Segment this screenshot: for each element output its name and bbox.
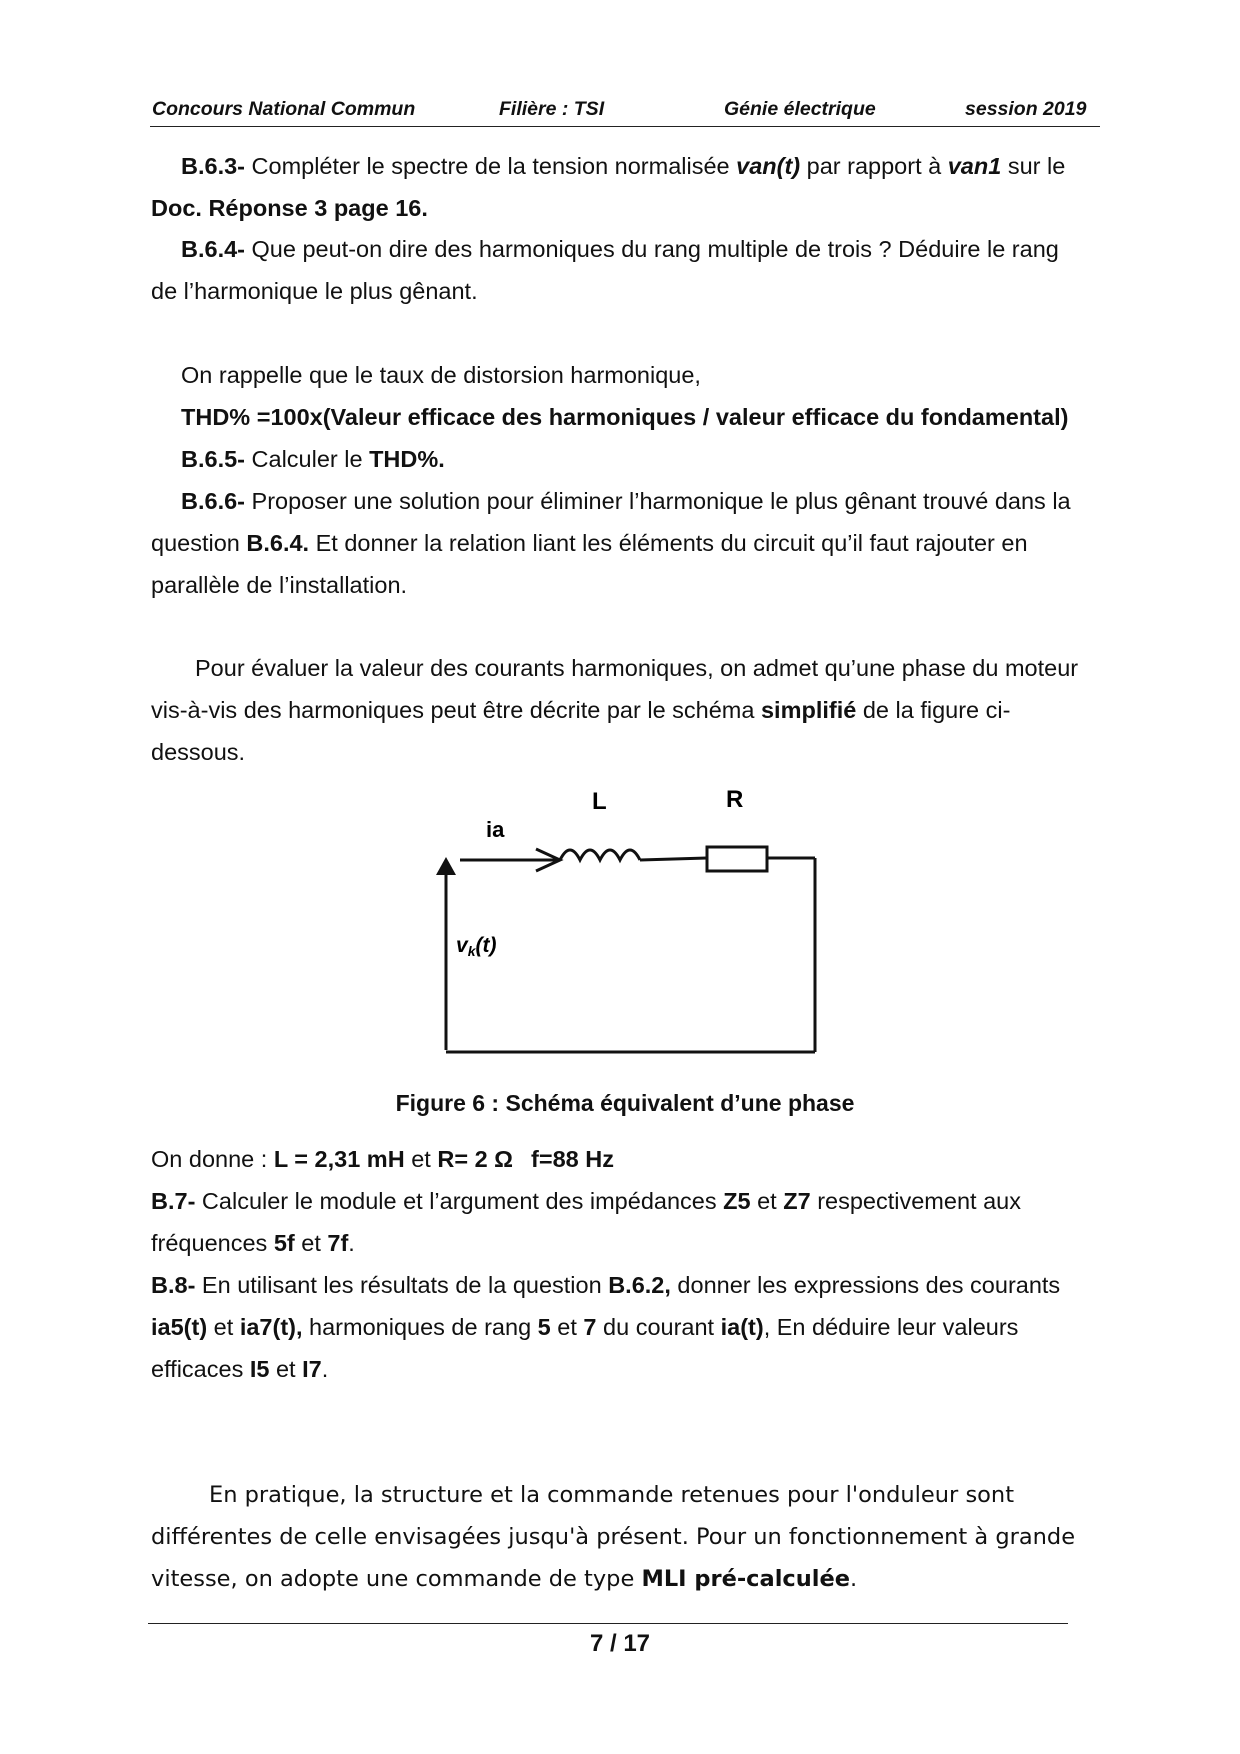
footer-divider [148,1623,1068,1624]
question-label: B.6.5- [181,446,245,472]
question-b66: B.6.6- Proposer une solution pour éliminer l’harmonique le plus gênant trouvé dans la question B.6.4. Et donner la relation liant les éléments du circuit qu’il faut rajouter en parallèle de l’installation. [151,488,1071,598]
header-track: Filière : TSI [499,98,605,120]
voltage-arrow-head [436,857,456,875]
page-header [150,98,1100,127]
given-inductance: L = 2,31 mH [273,1146,405,1172]
question-b64: B.6.4- Que peut-on dire des harmoniques du rang multiple de trois ? Déduire le rang de l’harmonique le plus gênant. [151,236,1059,304]
question-label: B.6.6- [181,488,245,514]
question-b65: B.6.5- Calculer le THD%. [181,446,445,472]
figure-caption: Figure 6 : Schéma équivalent d’une phase [395,1090,855,1116]
question-label: B.8- [151,1272,196,1298]
voltage-label: vk(t) [456,934,497,959]
given-frequency: f=88 Hz [531,1146,614,1172]
inductor-label: L [592,788,607,815]
question-b7: B.7- Calculer le module et l’argument des impédances Z5 et Z7 respectivement aux fréquences 5f et 7f. [151,1188,1021,1256]
question-label: B.6.3- [181,153,245,179]
header-contest: Concours National Commun [152,98,416,120]
given-resistance: R= 2 Ω [437,1146,514,1172]
given-values: On donne : L = 2,31 mH et R= 2 Ω f=88 Hz [151,1146,614,1172]
header-session: session 2019 [965,98,1087,120]
current-label: ia [486,817,505,842]
mli-term: MLI pré-calculée [641,1566,851,1592]
question-b8: B.8- En utilisant les résultats de la question B.6.2, donner les expressions des courants ia5(t) et ia7(t), harmoniques de rang 5 et 7 du courant ia(t), En déduire leur valeurs efficaces I5 et I7. [151,1272,1061,1382]
question-b63: B.6.3- Compléter le spectre de la tension normalisée van(t) par rapport à van1 sur le Doc. Réponse 3 page 16. [151,153,1066,221]
thd-reminder: On rappelle que le taux de distorsion harmonique, THD% =100x(Valeur efficace des harmoniques / valeur efficace du fondamental) [181,362,1069,430]
inductor-symbol [560,850,640,860]
practice-paragraph: En pratique, la structure et la commande retenues pour l'onduleur sont différentes de celle envisagées jusqu'à présent. Pour un fonctionnement à grande vitesse, on adopte une commande de type MLI pré-calculée. [151,1482,1076,1592]
question-label: B.6.4- [181,236,245,262]
doc-reference: Doc. Réponse 3 page 16. [151,195,428,221]
question-label: B.7- [151,1188,196,1214]
page-number: 7 / 17 [589,1630,651,1657]
thd-formula: THD% =100x(Valeur efficace des harmoniques / valeur efficace du fondamental) [181,404,1069,430]
resistor-symbol [707,847,767,871]
middle-wire [640,858,707,860]
circuit-diagram [420,775,820,1060]
resistor-label: R [726,786,744,813]
header-subject: Génie électrique [724,98,876,120]
harmonic-paragraph: Pour évaluer la valeur des courants harmoniques, on admet qu’une phase du moteur vis-à-vis des harmoniques peut être décrite par le schéma simplifié de la figure ci- dessous. [151,655,1079,765]
